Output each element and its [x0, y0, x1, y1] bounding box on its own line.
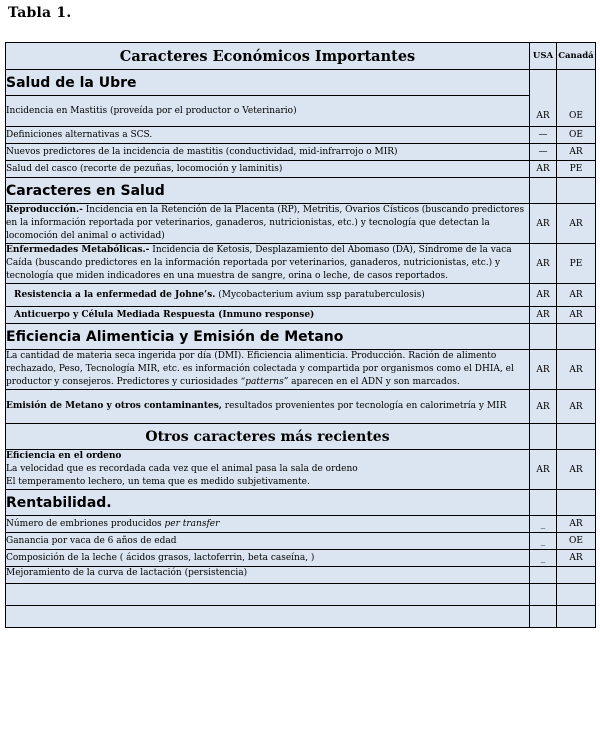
- row-text: La cantidad de materia seca ingerida por día (DMI). Eficiencia alimenticia. Producción. Ración de alimento rechazado, Peso, Tecnología MIR, etc. es información colectada y compartida por organismos como el DHIA, el productor y consejeros. Predictores y curiosidades “patterns” aparecen en el ADN y son marcados.: [6, 350, 530, 390]
- table-row: [6, 127, 596, 144]
- table-row: [6, 144, 596, 161]
- table-row: [6, 284, 596, 307]
- table-row: [6, 96, 596, 127]
- canada-value: AR: [557, 144, 596, 161]
- usa-value: AR: [530, 204, 557, 244]
- table-row: [6, 550, 596, 567]
- usa-value: AR: [530, 161, 557, 178]
- usa-value: AR: [530, 284, 557, 307]
- section-row: [6, 490, 596, 516]
- row-text: Reproducción.- Incidencia en la Retención de la Placenta (RP), Metritis, Ovarios Císticos (buscando predictores en la información reportada por veterinarios, ganaderos, nutricionistas, etc.) y tecnología que detectan la locomoción del animal o actividad): [6, 204, 530, 244]
- section-row: [6, 70, 596, 96]
- table-row: [6, 244, 596, 284]
- canada-value: AR: [557, 550, 596, 567]
- traits-table: [5, 42, 596, 628]
- usa-value: AR: [530, 450, 557, 490]
- canada-value: AR: [557, 350, 596, 390]
- table-row: [6, 390, 596, 424]
- canada-value: AR: [557, 204, 596, 244]
- section-row: [6, 424, 596, 450]
- usa-value: AR: [530, 390, 557, 424]
- row-text: Emisión de Metano y otros contaminantes, resultados provenientes por tecnología en calorimetría y MIR: [6, 390, 530, 424]
- section-ubre: Salud de la Ubre: [6, 70, 530, 96]
- row-text: Resistencia a la enfermedad de Johne’s. (Mycobacterium avium ssp paratuberculosis): [6, 284, 530, 307]
- canada-value: OE: [557, 533, 596, 550]
- section-row: [6, 178, 596, 204]
- usa-value: _: [530, 533, 557, 550]
- row-text: Enfermedades Metabólicas.- Incidencia de Ketosis, Desplazamiento del Abomaso (DA), Síndrome de la vaca Caída (buscando predictores en la información reportada por veterinarios, ganaderos, nutricionistas, etc.) y tecnología que miden indicadores en una muestra de sangre, orina o leche, de casos reportados.: [6, 244, 530, 284]
- row-text: Definiciones alternativas a SCS.: [6, 127, 530, 144]
- empty-row: [6, 606, 596, 628]
- section-rentabilidad: Rentabilidad.: [6, 490, 530, 516]
- col-canada-header: Canadá: [557, 43, 596, 70]
- section-eficiencia: Eficiencia Alimenticia y Emisión de Metano: [6, 324, 530, 350]
- table-row: [6, 533, 596, 550]
- canada-value: PE: [557, 244, 596, 284]
- table-row: [6, 516, 596, 533]
- row-text: Nuevos predictores de la incidencia de mastitis (conductividad, mid-infrarrojo o MIR): [6, 144, 530, 161]
- usa-value: _: [530, 516, 557, 533]
- row-text: Incidencia en Mastitis (proveída por el productor o Veterinario): [6, 96, 530, 127]
- usa-value: —: [530, 127, 557, 144]
- usa-value: _: [530, 550, 557, 567]
- row-text: Salud del casco (recorte de pezuñas, locomoción y laminitis): [6, 161, 530, 178]
- table-row: [6, 567, 596, 584]
- canada-value: OE: [557, 127, 596, 144]
- table-caption: Tabla 1.: [8, 5, 72, 21]
- section-row: [6, 324, 596, 350]
- row-text: Anticuerpo y Célula Mediada Respuesta (Inmuno response): [6, 307, 530, 324]
- canada-value: PE: [557, 161, 596, 178]
- table-row: [6, 161, 596, 178]
- row-text: Eficiencia en el ordeno La velocidad que es recordada cada vez que el animal pasa la sala de ordeno El temperamento lechero, un tema que es medido subjetivamente.: [6, 450, 530, 490]
- table-row: [6, 450, 596, 490]
- canada-value: AR: [557, 284, 596, 307]
- table-title: Caracteres Económicos Importantes: [6, 43, 530, 70]
- section-otros: Otros caracteres más recientes: [6, 424, 530, 450]
- canada-value: AR: [557, 307, 596, 324]
- row-text: Mejoramiento de la curva de lactación (persistencia): [6, 567, 530, 584]
- usa-value: AR: [530, 244, 557, 284]
- canada-value: AR: [557, 516, 596, 533]
- canada-value: OE: [557, 70, 596, 127]
- row-text: Ganancia por vaca de 6 años de edad: [6, 533, 530, 550]
- section-salud: Caracteres en Salud: [6, 178, 530, 204]
- col-usa-header: USA: [530, 43, 557, 70]
- row-text: Número de embriones producidos per transfer: [6, 516, 530, 533]
- table-row: [6, 350, 596, 390]
- empty-row: [6, 584, 596, 606]
- usa-value: AR: [530, 70, 557, 127]
- row-text: Composición de la leche ( ácidos grasos, lactoferrin, beta caseína, ): [6, 550, 530, 567]
- canada-value: AR: [557, 450, 596, 490]
- usa-value: AR: [530, 350, 557, 390]
- table-row: [6, 307, 596, 324]
- usa-value: AR: [530, 307, 557, 324]
- canada-value: AR: [557, 390, 596, 424]
- table-row: [6, 204, 596, 244]
- header-row: [6, 43, 596, 70]
- usa-value: —: [530, 144, 557, 161]
